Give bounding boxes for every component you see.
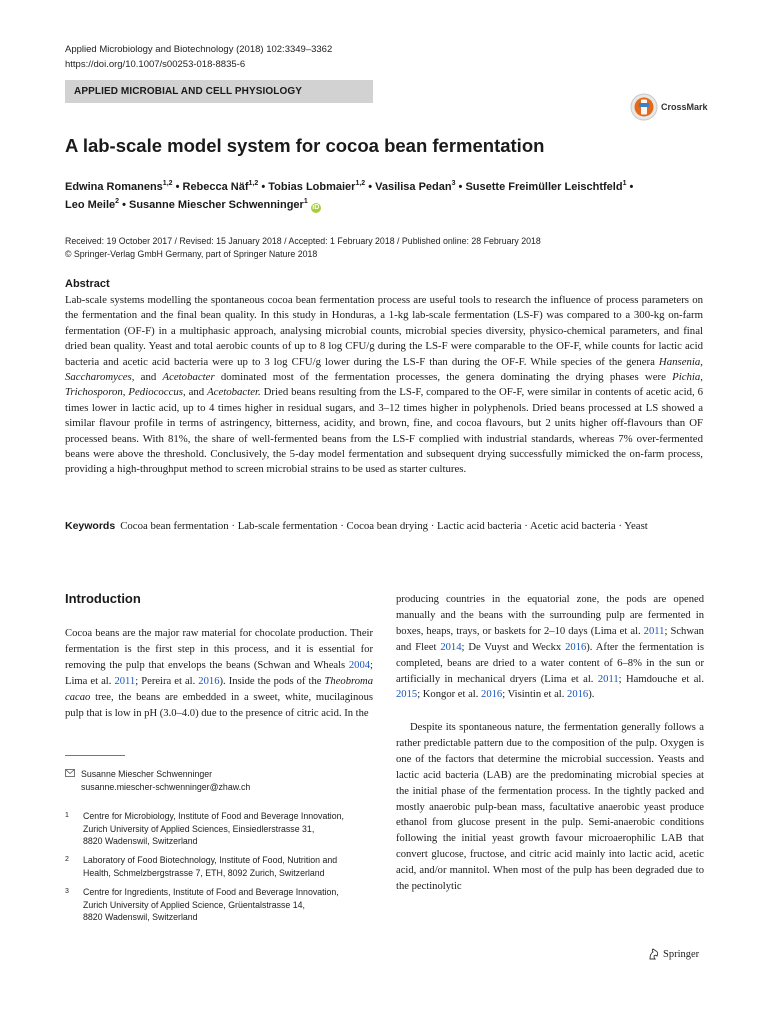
- citation-link[interactable]: 2011: [114, 675, 136, 687]
- corresponding-author: Susanne Miescher Schwenninger: [81, 769, 213, 779]
- intro-paragraph-left: Cocoa beans are the major raw material for chocolate production. Their fermentation is the first step in this process, and it is essential for removing the pulp that envelops the beans (Schwan and Wheals 2004; Lima et al. 2011; Pereira et al. 2016). Inside the pods of the Theobroma cacao tree, the beans are embedded in a sweet, white, mucilaginous pulp that is low in pH (3.0–4.0) due to the presence of citric acid. In the: [65, 628, 373, 719]
- section-banner: APPLIED MICROBIAL AND CELL PHYSIOLOGY: [65, 80, 373, 103]
- affiliation: 3 Centre for Ingredients, Institute of Food and Beverage Innovation, Zurich University of Applied Science, Grüentalstrasse 14, 8820 Wadenswil, Switzerland: [65, 887, 339, 923]
- crossmark-badge[interactable]: [630, 92, 736, 122]
- author[interactable]: Tobias Lobmaier$^{1,2}$: [268, 180, 366, 193]
- affiliation: 2 Laboratory of Food Biotechnology, Institute of Food, Nutrition and Health, Schmelzbergstrasse 7, ETH, 8092 Zurich, Switzerland: [65, 855, 338, 878]
- author[interactable]: Leo Meile$^2$: [65, 198, 120, 211]
- journal-citation: Applied Microbiology and Biotechnology (2018) 102:3349–3362: [65, 44, 333, 55]
- paper-title: A lab-scale model system for cocoa bean fermentation: [65, 135, 545, 156]
- footnote-divider: [65, 755, 125, 756]
- journal-header: [65, 42, 332, 72]
- abstract-heading: Abstract: [65, 278, 110, 290]
- citation-link[interactable]: 2015: [396, 689, 418, 701]
- intro-paragraph-right-1: producing countries in the equatorial zone, the pods are opened manually and the beans with the surrounding pulp are fermented in boxes, heaps, trays, or baskets for 2–10 days (Lima et al. 2011; Schwan and Fleet 2014; De Vuyst and Weckx 2016). After the fermentation is completed, beans are dried to a water content of 6–8% in the sun or artificially in mechanical dryers (Lima et al. 2011; Hamdouche et al. 2015; Kongor et al. 2016; Visintin et al. 2016).: [396, 594, 704, 701]
- copyright-notice: © Springer-Verlag GmbH Germany, part of Springer Nature 2018: [65, 249, 318, 259]
- citation-link[interactable]: 2004: [348, 659, 371, 671]
- doi-link[interactable]: https://doi.org/10.1007/s00253-018-8835-6: [65, 59, 246, 70]
- citation-link[interactable]: 2011: [643, 625, 665, 637]
- author[interactable]: Susette Freimüller Leischtfeld$^1$: [465, 180, 627, 193]
- publisher-logo: [648, 948, 699, 960]
- author[interactable]: Edwina Romanens$^{1,2}$: [65, 180, 173, 193]
- correspondence: [65, 768, 250, 793]
- article-dates: [65, 235, 541, 261]
- introduction-heading: Introduction: [65, 591, 141, 606]
- crossmark-label: CrossMark: [661, 102, 708, 112]
- author[interactable]: Rebecca Näf$^{1,2}$: [182, 180, 259, 193]
- affiliation: 1 Centre for Microbiology, Institute of Food and Beverage Innovation, Zurich University of Applied Sciences, Einsiedlerstrasse 31, 8820 Wadenswil, Switzerland: [65, 811, 344, 847]
- springer-horse-icon: [648, 948, 660, 960]
- citation-link[interactable]: 2016: [565, 641, 587, 653]
- author[interactable]: Susanne Miescher Schwenninger$^1$: [129, 198, 308, 211]
- abstract-body: Lab-scale systems modelling the spontaneous cocoa bean fermentation process are useful tools to research the influence of process parameters on the fermentation and the final bean quality. In this study in Honduras, a 1-kg lab-scale fermentation (LS-F) was compared to a 300-kg on-farm fermentation (OF-F) in a multiphasic approach, analysing microbial counts, microbial species diversity, physico-chemical parameters, and final dried bean quality. Yeast and total aerobic counts of up to 8 log CFU/g during the LS-F were comparable to the OF-F, while counts for lactic acid bacteria and acetic acid bacteria were up to 3 log CFU/g lower during the LS-F than during the OF-F. While species of the genera Hansenia, Saccharomyces, and Acetobacter dominated most of the fermentation processes, the genera dominating the drying phases were Pichia, Trichosporon, Pediococcus, and Acetobacter. Dried beans resulting from the LS-F, compared to the OF-F, were similar in contents of acetic acid, 6 times lower in lactic acid, up to 4 times higher in residual sugars, and 3–12 times higher in polyphenols. Dried beans processed at LS showed a similar flavour profile in terms of astringency, bitterness, acidity, and brown, fine, and cocoa flavours, but 2 units higher off-flavours than OF processed beans. With 81%, the share of well-fermented beans from the LS-F complied with industrial standards, whereas 7% over-fermented beans were above the threshold. Conclusively, the 5-day model fermentation and subsequent drying successfully mimicked the on-farm process, providing a high-throughput method to screen microbial strains to be used as starter cultures.: [65, 294, 703, 476]
- keywords-label: Keywords: [65, 520, 116, 532]
- crossmark-icon: [630, 93, 658, 121]
- citation-link[interactable]: 2016: [567, 689, 589, 701]
- keywords: [65, 519, 705, 534]
- publisher-name: Springer: [663, 948, 700, 960]
- keywords-list: Cocoa bean fermentation · Lab-scale fermentation · Cocoa bean drying · Lactic acid bacteria · Acetic acid bacteria · Yeast: [120, 520, 648, 532]
- author-list: Edwina Romanens$^{1,2}$ • Rebecca Näf$^{1,2}$ • Tobias Lobmaier$^{1,2}$ • Vasilisa Pedan$^3$ • Susette Freimüller Leischtfeld$^1$ • Leo Meile$^2$ • Susanne Miescher Schwenninger$^1$iD: [65, 180, 634, 211]
- citation-link[interactable]: 2014: [440, 641, 462, 653]
- author-email[interactable]: susanne.miescher-schwenninger@zhaw.ch: [81, 781, 251, 792]
- citation-link[interactable]: 2011: [597, 673, 619, 685]
- citation-link[interactable]: 2016: [481, 689, 503, 701]
- envelope-icon: [65, 768, 81, 781]
- citation-link[interactable]: 2016: [198, 675, 220, 687]
- publication-history: Received: 19 October 2017 / Revised: 15 January 2018 / Accepted: 1 February 2018 / Published online: 28 February 2018: [65, 236, 541, 246]
- orcid-icon[interactable]: iD: [312, 204, 320, 211]
- intro-paragraph-right-2: Despite its spontaneous nature, the fermentation generally follows a rather predictable pattern due to the composition of the pulp. Oxygen is one of the factors that determine the microbial succession. Yeasts and lactic acid bacteria (LAB) are the predominating microbial species at the initial phase of the fermentation process. In the tightly packed and mostly anaerobic pulp-bean mass, facultative anaerobic yeast produce ethanol from glucose present in the pulp. Semi-anaerobic conditions following the initial yeast growth favour microaerophilic LAB that convert glucose, fructose, and citric acid mainly into lactic acid, acetic acid, and/or mannitol. When most of the pulp has been degraded due to the pectinolytic: [396, 722, 704, 893]
- author[interactable]: Vasilisa Pedan$^3$: [375, 180, 456, 193]
